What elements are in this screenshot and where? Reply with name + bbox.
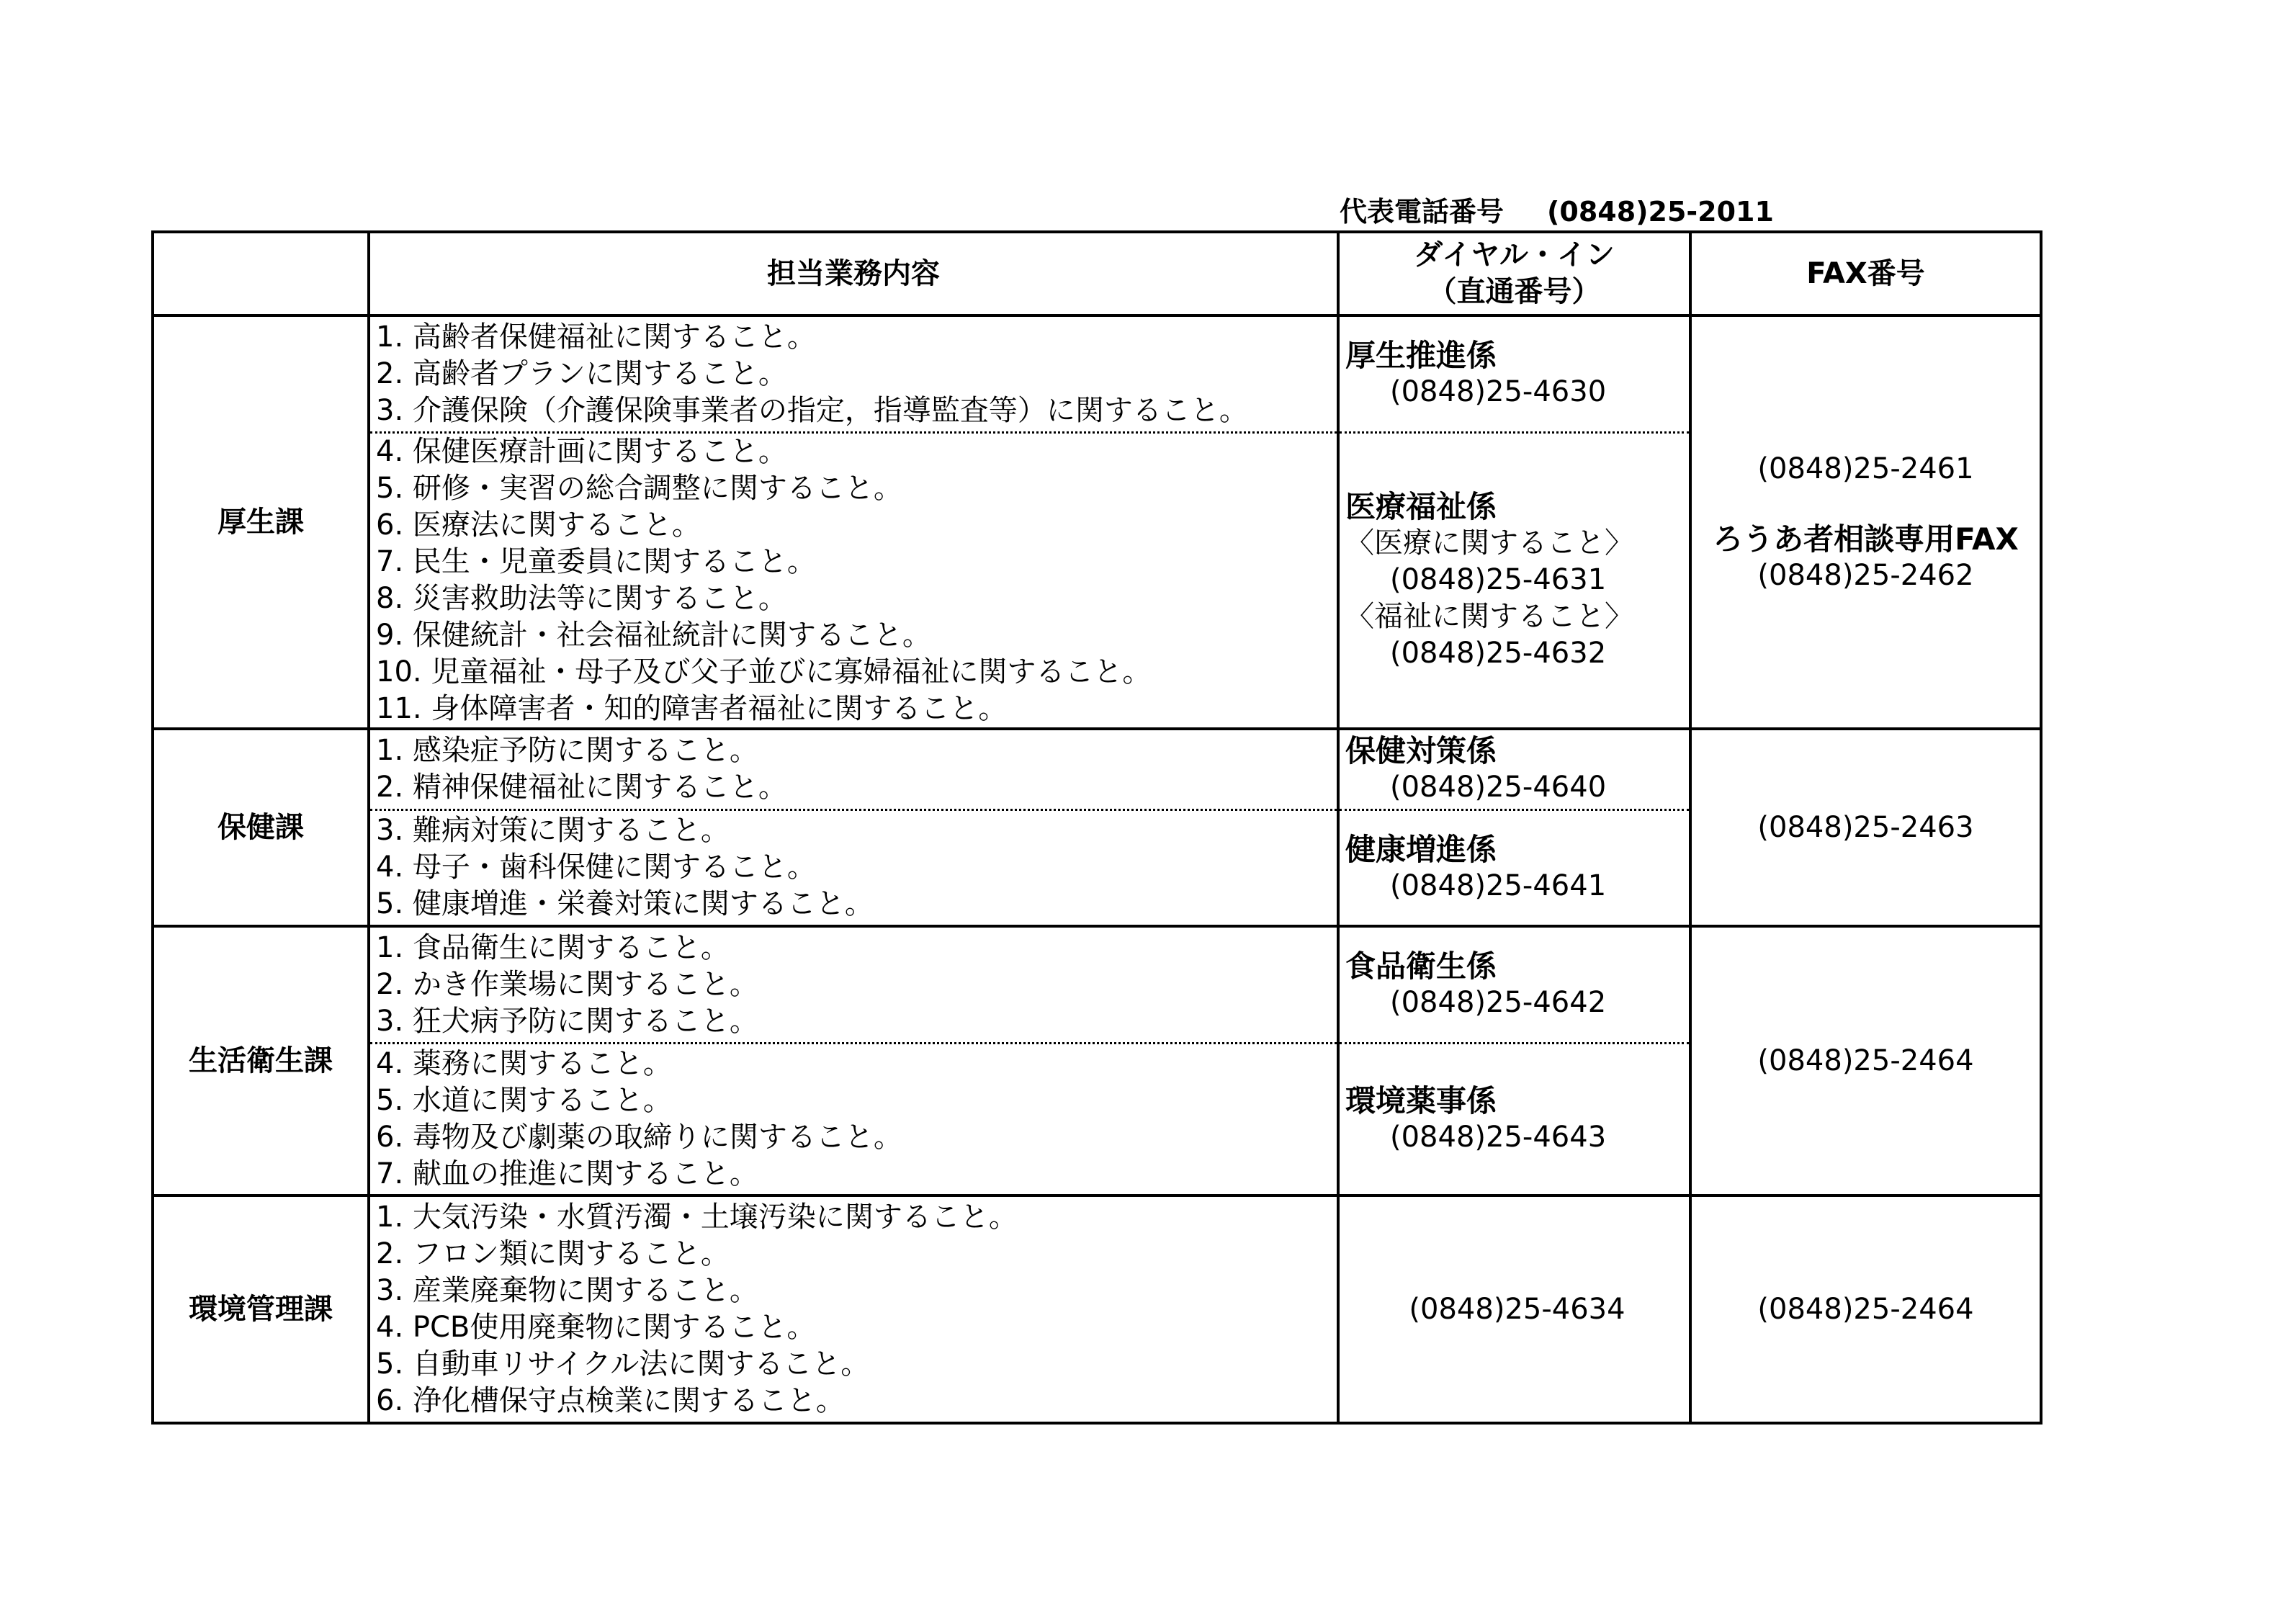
fax-number: (0848)25-2464	[1757, 1292, 1974, 1326]
dept-name: 保健課	[153, 729, 369, 926]
duty-item: 8. 災害救助法等に関すること。	[376, 581, 787, 615]
duty-cell	[369, 729, 1338, 809]
section-name: 環境薬事係	[1345, 1082, 1497, 1118]
representative-phone	[1340, 193, 1774, 230]
duty-item: 6. 医療法に関すること。	[376, 508, 701, 542]
duty-item: 2. かき作業場に関すること。	[376, 967, 758, 1001]
section-tel: (0848)25-4641	[1390, 869, 1607, 902]
department-contact-table	[151, 230, 2042, 1425]
table-row	[153, 315, 2041, 432]
duty-cell	[369, 1195, 1338, 1423]
dial-cell	[1338, 1195, 1690, 1423]
fax-number: (0848)25-2464	[1757, 1044, 1974, 1077]
section-sub-label: 〈福祉に関すること〉	[1345, 600, 1633, 634]
duty-item: 3. 産業廃棄物に関すること。	[376, 1274, 758, 1307]
fax-extra-number: (0848)25-2462	[1757, 558, 1974, 592]
dial-cell	[1338, 926, 1690, 1043]
fax-cell	[1690, 729, 2041, 926]
dial-cell	[1338, 432, 1690, 729]
duty-item: 5. 自動車リサイクル法に関すること。	[376, 1347, 870, 1381]
duty-item: 5. 研修・実習の総合調整に関すること。	[376, 471, 902, 505]
duty-item: 3. 難病対策に関すること。	[376, 814, 730, 848]
section-tel: (0848)25-4643	[1390, 1120, 1607, 1154]
section-tel: (0848)25-4630	[1390, 375, 1607, 409]
duty-item: 6. 毒物及び劇薬の取締りに関すること。	[376, 1120, 902, 1154]
header-dial-line1: ダイヤル・イン	[1414, 238, 1615, 272]
table-row	[153, 729, 2041, 809]
representative-phone-number: (0848)25-2011	[1547, 196, 1774, 228]
header-fax: FAX番号	[1690, 232, 2041, 315]
duty-item: 4. 保健医療計画に関すること。	[376, 434, 787, 468]
duty-item: 2. フロン類に関すること。	[376, 1237, 730, 1270]
dept-name: 環境管理課	[153, 1195, 369, 1423]
duty-item: 4. 母子・歯科保健に関すること。	[376, 851, 816, 884]
section-tel: (0848)25-4640	[1390, 771, 1607, 804]
duty-item: 1. 大気汚染・水質汚濁・土壌汚染に関すること。	[376, 1201, 1018, 1234]
dial-cell	[1338, 809, 1690, 926]
section-name: 保健対策係	[1345, 733, 1497, 769]
table-row	[153, 1195, 2041, 1423]
header-dept	[153, 232, 369, 315]
section-tel: (0848)25-4642	[1390, 986, 1607, 1020]
duty-item: 1. 高齢者保健福祉に関すること。	[376, 320, 816, 354]
header-dial-line2: （直通番号）	[1427, 275, 1601, 308]
duty-item: 2. 高齢者プランに関すること。	[376, 356, 787, 390]
duty-item: 4. PCB使用廃棄物に関すること。	[376, 1311, 816, 1344]
section-name: 厚生推進係	[1345, 338, 1497, 374]
dial-cell	[1338, 1043, 1690, 1195]
duty-item: 2. 精神保健福祉に関すること。	[376, 771, 787, 804]
representative-phone-label: 代表電話番号	[1340, 196, 1504, 228]
duty-item: 9. 保健統計・社会福祉統計に関すること。	[376, 618, 931, 652]
fax-extra-label: ろうあ者相談専用FAX	[1713, 521, 2019, 557]
fax-cell	[1690, 315, 2041, 729]
fax-number: (0848)25-2463	[1757, 810, 1974, 844]
table-row	[153, 926, 2041, 1043]
section-tel: (0848)25-4631	[1390, 563, 1607, 597]
section-tel: (0848)25-4632	[1390, 637, 1607, 670]
duty-item: 6. 浄化槽保守点検業に関すること。	[376, 1384, 845, 1417]
duty-cell	[369, 1043, 1338, 1195]
dept-name: 生活衛生課	[153, 926, 369, 1195]
header-dial	[1338, 232, 1690, 315]
section-name: 医療福祉係	[1345, 489, 1497, 525]
duty-item: 5. 水道に関すること。	[376, 1083, 672, 1117]
dept-name: 厚生課	[153, 315, 369, 729]
fax-cell	[1690, 926, 2041, 1195]
duty-item: 1. 感染症予防に関すること。	[376, 734, 758, 768]
dial-cell	[1338, 315, 1690, 432]
duty-item: 10. 児童福祉・母子及び父子並びに寡婦福祉に関すること。	[376, 655, 1152, 688]
section-name: 食品衛生係	[1345, 948, 1497, 984]
fax-cell	[1690, 1195, 2041, 1423]
section-sub-label: 〈医療に関すること〉	[1345, 526, 1633, 560]
duty-item: 4. 薬務に関すること。	[376, 1046, 672, 1080]
duty-item: 3. 介護保険（介護保険事業者の指定，指導監査等）に関すること。	[376, 393, 1248, 427]
header-row	[153, 232, 2041, 315]
duty-cell	[369, 926, 1338, 1043]
header-duty: 担当業務内容	[369, 232, 1338, 315]
duty-item: 5. 健康増進・栄養対策に関すること。	[376, 887, 874, 921]
dial-cell	[1338, 729, 1690, 809]
duty-item: 3. 狂犬病予防に関すること。	[376, 1004, 758, 1038]
duty-cell	[369, 809, 1338, 926]
duty-item: 11. 身体障害者・知的障害者福祉に関すること。	[376, 691, 1008, 725]
duty-item: 7. 民生・児童委員に関すること。	[376, 544, 816, 578]
section-name: 健康増進係	[1345, 831, 1497, 867]
duty-item: 7. 献血の推進に関すること。	[376, 1157, 758, 1190]
duty-item: 1. 食品衛生に関すること。	[376, 930, 730, 964]
fax-number: (0848)25-2461	[1757, 452, 1974, 485]
duty-cell	[369, 315, 1338, 432]
section-tel: (0848)25-4634	[1409, 1292, 1625, 1326]
duty-cell	[369, 432, 1338, 729]
